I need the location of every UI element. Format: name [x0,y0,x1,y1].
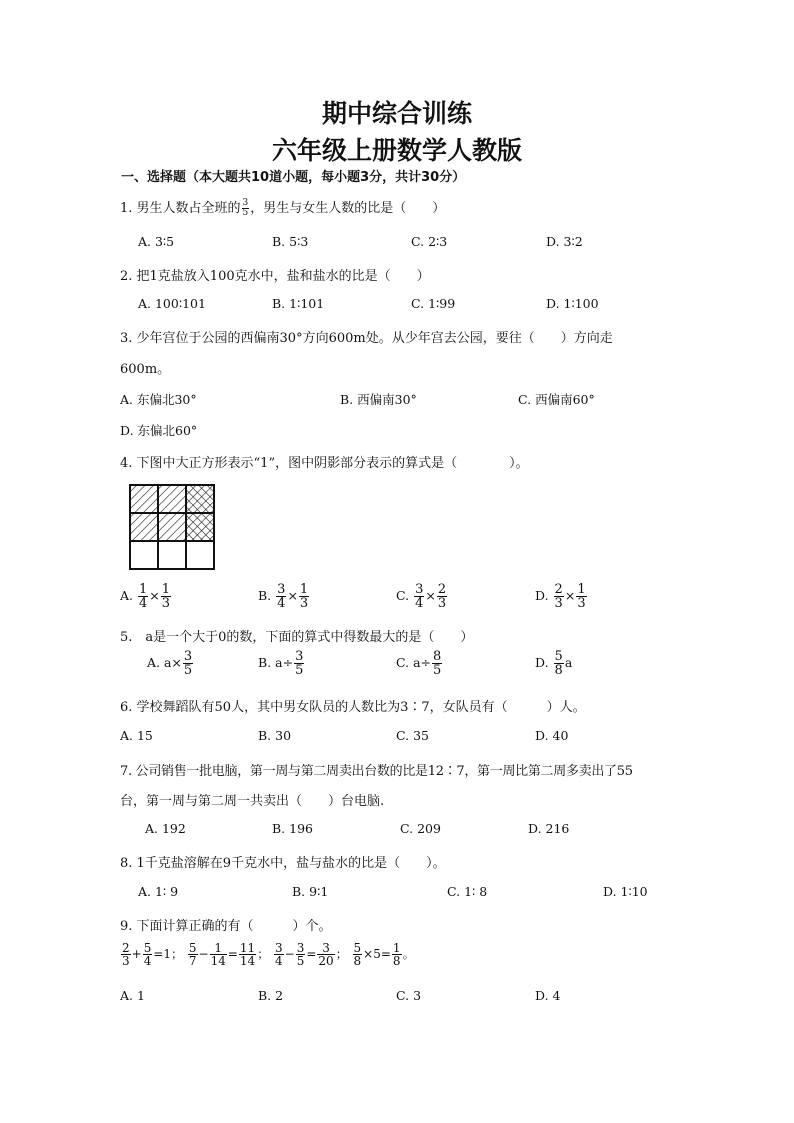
q9-expressions: $\frac{2}{3}$ + $\frac{5}{4}$ =1； $\frac{5}{7}$ − $\frac{1}{14}$ = $\frac{11}{14}$ ； $\frac{3}{4}$ − $\frac{3}{5}$ = $\frac{3}{20}$ ； $\frac{5}{8}$ ×5= $\frac{1}{8}$ 。 [122,941,415,968]
frac-den: 4 [277,596,286,611]
q4-option-a-frac-1 [138,583,148,610]
frac-num: 8 [433,649,442,664]
q1-text-pre: 1. 男生人数占全班的 [120,201,241,216]
frac-num: 2 [437,582,447,597]
frac-num: 3 [415,582,424,597]
frac-num: 3 [277,582,286,597]
frac-num: 5 [554,649,563,664]
frac-den: 5 [433,663,442,678]
q8-option-a[interactable]: A. 1∶ 9 [138,884,179,899]
frac-num: 1 [577,582,586,597]
question-1 [120,197,445,218]
q2-option-a[interactable]: A. 100∶101 [138,296,206,311]
q4-option-c-frac-2 [437,583,447,610]
question-7-line-2: 台，第一周与第二周一共卖出（ ）台电脑. [120,794,385,809]
q5-option-b[interactable] [258,650,305,677]
frac-den: 3 [299,596,309,611]
frac: $\frac{1}{8}$ [392,941,401,968]
q1-option-c[interactable]: C. 2∶3 [411,234,448,249]
q7-option-b[interactable]: B. 196 [272,821,313,836]
question-2: 2. 把1克盐放入100克水中，盐和盐水的比是（ ） [120,269,430,284]
q9-option-b[interactable]: B. 2 [258,988,284,1003]
q1-fraction-num: 3 [242,198,249,208]
question-5: 5. a是一个大于0的数，下面的算式中得数最大的是（ ） [120,630,474,645]
frac-num: 1 [161,582,171,597]
frac: $\frac{5}{8}$ [353,941,362,968]
q8-option-d[interactable]: D. 1∶10 [603,884,648,899]
question-8: 8. 1千克盐溶解在9千克水中，盐与盐水的比是（ ）。 [120,856,446,871]
q3-option-d[interactable]: D. 东偏北60° [120,423,198,438]
q4-option-d-frac-1 [554,583,564,610]
frac-num: 1 [299,582,309,597]
question-4: 4. 下图中大正方形表示“1”，图中阴影部分表示的算式是（ ）。 [120,456,529,471]
q5-option-b-label: B. a÷ [258,655,294,670]
q1-fraction-den: 5 [242,208,249,218]
q9-option-d[interactable]: D. 4 [535,988,561,1003]
frac-den: 3 [161,596,171,611]
q1-option-a[interactable]: A. 3∶5 [138,234,175,249]
question-3-line-2: 600m。 [120,362,171,377]
q4-option-a-label: A. [120,588,134,603]
frac: $\frac{3}{20}$ [318,941,334,968]
q4-option-a[interactable]: A. $\frac{1}{4}$ × $\frac{1}{3}$ [120,582,171,611]
q4-option-d[interactable]: D. $\frac{2}{3}$ × $\frac{1}{3}$ [535,582,586,611]
frac-num: 2 [554,582,563,597]
frac-den: 3 [437,596,447,611]
question-6: 6. 学校舞蹈队有50人，其中男女队员的人数比为3∶7，女队员有（ ）人。 [120,700,586,715]
q7-option-c[interactable]: C. 209 [400,821,441,836]
q3-option-c[interactable]: C. 西偏南60° [518,392,595,407]
q4-option-b[interactable]: B. $\frac{3}{4}$ × $\frac{1}{3}$ [258,582,309,611]
q2-option-b[interactable]: B. 1∶101 [272,296,325,311]
frac: $\frac{2}{3}$ [122,941,130,968]
q5-option-c-label: C. a÷ [396,655,431,670]
q7-option-d[interactable]: D. 216 [528,821,570,836]
q9-option-c[interactable]: C. 3 [396,988,422,1003]
question-3-line-1: 3. 少年宫位于公园的西偏南30°方向600m处。从少年宫去公园，要往（ ）方向走 [120,331,613,346]
q7-option-a[interactable]: A. 192 [145,821,186,836]
q5-option-c[interactable] [396,650,443,677]
q8-option-b[interactable]: B. 9∶1 [292,884,329,899]
q5-option-c-frac [432,650,442,677]
q2-option-c[interactable]: C. 1∶99 [411,296,456,311]
frac-den: 4 [415,596,424,611]
q4-option-c-label: C. [396,588,410,603]
q6-option-d[interactable]: D. 40 [535,728,569,743]
q6-option-a[interactable]: A. 15 [120,728,153,743]
frac: $\frac{1}{14}$ [210,941,226,968]
frac-num: 1 [139,582,148,597]
q1-text-post: ，男生与女生人数的比是（ ） [250,201,446,216]
q3-option-b[interactable]: B. 西偏南30° [340,392,417,407]
q8-option-c[interactable]: C. 1∶ 8 [447,884,488,899]
q5-option-a[interactable] [147,650,194,677]
frac: $\frac{5}{4}$ [143,941,152,968]
q5-option-b-frac [294,650,304,677]
q4-option-b-label: B. [258,588,272,603]
q4-option-d-frac-2 [576,583,586,610]
frac-den: 3 [554,596,563,611]
q1-option-b[interactable]: B. 5∶3 [272,234,309,249]
q4-option-c[interactable]: C. $\frac{3}{4}$ × $\frac{2}{3}$ [396,582,447,611]
q1-fraction [242,199,250,218]
q5-option-d-label: D. [535,655,549,670]
frac-num: 3 [295,649,304,664]
q4-option-b-frac-1 [276,583,286,610]
frac-den: 5 [295,663,304,678]
page-subtitle: 六年级上册数学人教版 [271,136,522,165]
q2-option-d[interactable]: D. 1∶100 [546,296,599,311]
q4-option-c-frac-1 [414,583,424,610]
q6-option-c[interactable]: C. 35 [396,728,429,743]
question-7-line-1: 7. 公司销售一批电脑，第一周与第二周卖出台数的比是12∶7，第一周比第二周多卖出了55 [120,764,633,779]
q3-option-a[interactable]: A. 东偏北30° [120,392,197,407]
q1-option-d[interactable]: D. 3∶2 [546,234,583,249]
question-9: 9. 下面计算正确的有（ ）个。 [120,919,332,934]
frac: $\frac{11}{14}$ [239,941,256,968]
frac-den: 4 [139,596,148,611]
frac-num: 3 [183,649,193,664]
page-title: 期中综合训练 [321,99,472,128]
q5-option-d-suffix: a [564,655,573,670]
q5-option-d[interactable] [535,650,572,677]
q5-option-a-label: A. a× [147,655,182,670]
shaded-square-figure [129,484,215,570]
q4-option-d-label: D. [535,588,549,603]
q5-option-d-frac [554,650,564,677]
frac-den: 3 [577,596,586,611]
frac: $\frac{3}{5}$ [296,941,305,968]
frac: $\frac{5}{7}$ [188,941,197,968]
frac-den: 5 [183,663,193,678]
frac: $\frac{3}{4}$ [275,941,283,968]
q6-option-b[interactable]: B. 30 [258,728,292,743]
q9-option-a[interactable]: A. 1 [120,988,145,1003]
q5-option-a-frac [183,650,193,677]
frac-den: 8 [554,663,563,678]
q4-option-a-frac-2 [161,583,171,610]
q4-option-b-frac-2 [299,583,309,610]
section-heading: 一、选择题（本大题共10道小题，每小题3分，共计30分） [121,170,466,185]
